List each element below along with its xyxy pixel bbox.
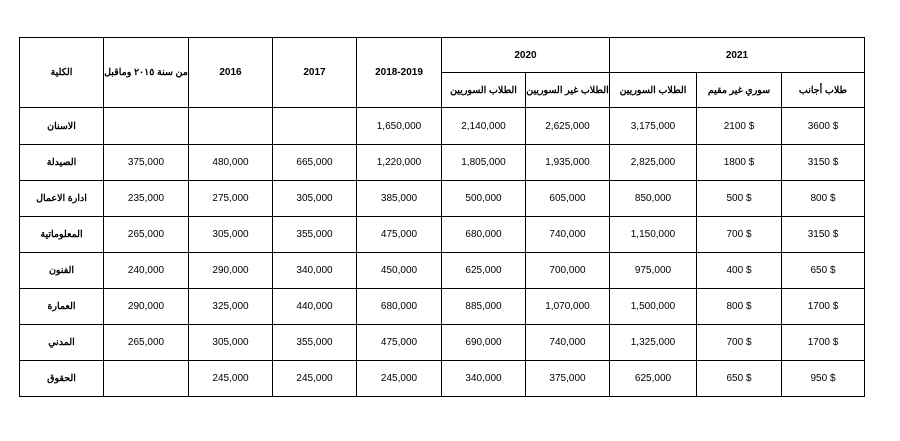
since-2015-cell: 235,000	[104, 181, 189, 217]
2021-nonresident-cell: 2100 $	[697, 108, 782, 145]
2020-nonsyrian-cell: 375,000	[526, 361, 610, 397]
header-college: الكلية	[20, 38, 104, 108]
table-row	[20, 181, 865, 217]
2017-cell: 440,000	[273, 289, 357, 325]
2016-cell: 290,000	[189, 253, 273, 289]
2016-cell	[189, 108, 273, 145]
table-row	[20, 217, 865, 253]
2021-nonresident-cell: 650 $	[697, 361, 782, 397]
2020-syrian-cell: 885,000	[442, 289, 526, 325]
2021-foreign-cell: 650 $	[782, 253, 865, 289]
header-row-top	[20, 38, 865, 73]
2021-foreign-cell: 3150 $	[782, 217, 865, 253]
header-2020-nonsyrian: الطلاب غير السوريين	[526, 73, 610, 108]
2017-cell: 665,000	[273, 145, 357, 181]
2018-2019-cell: 1,650,000	[357, 108, 442, 145]
header-2021: 2021	[610, 38, 865, 73]
header-2018-2019: 2018-2019	[357, 38, 442, 108]
table-row	[20, 108, 865, 145]
2021-nonresident-cell: 400 $	[697, 253, 782, 289]
2021-foreign-cell: 3600 $	[782, 108, 865, 145]
2020-nonsyrian-cell: 740,000	[526, 217, 610, 253]
college-cell: ادارة الاعمال	[20, 181, 104, 217]
since-2015-cell: 265,000	[104, 325, 189, 361]
2016-cell: 480,000	[189, 145, 273, 181]
2020-nonsyrian-cell: 740,000	[526, 325, 610, 361]
2021-foreign-cell: 3150 $	[782, 145, 865, 181]
2017-cell: 305,000	[273, 181, 357, 217]
table-row	[20, 253, 865, 289]
2017-cell: 245,000	[273, 361, 357, 397]
2020-nonsyrian-cell: 2,625,000	[526, 108, 610, 145]
table-body	[20, 38, 865, 397]
2018-2019-cell: 450,000	[357, 253, 442, 289]
2021-syrian-cell: 975,000	[610, 253, 697, 289]
2020-syrian-cell: 2,140,000	[442, 108, 526, 145]
2020-syrian-cell: 1,805,000	[442, 145, 526, 181]
header-2020: 2020	[442, 38, 610, 73]
2018-2019-cell: 245,000	[357, 361, 442, 397]
since-2015-cell: 265,000	[104, 217, 189, 253]
2018-2019-cell: 680,000	[357, 289, 442, 325]
table-row	[20, 325, 865, 361]
2021-nonresident-cell: 700 $	[697, 217, 782, 253]
2016-cell: 325,000	[189, 289, 273, 325]
college-cell: العمارة	[20, 289, 104, 325]
since-2015-cell: 240,000	[104, 253, 189, 289]
2021-syrian-cell: 625,000	[610, 361, 697, 397]
tuition-fees-table	[19, 37, 865, 397]
2020-nonsyrian-cell: 1,935,000	[526, 145, 610, 181]
2021-syrian-cell: 850,000	[610, 181, 697, 217]
2021-foreign-cell: 1700 $	[782, 325, 865, 361]
header-2021-foreign: طلاب أجانب	[782, 73, 865, 108]
2018-2019-cell: 385,000	[357, 181, 442, 217]
header-2016: 2016	[189, 38, 273, 108]
header-since-2015: من سنة ٢٠١٥ وماقبل	[104, 38, 189, 108]
header-2020-syrian: الطلاب السوريين	[442, 73, 526, 108]
table-row	[20, 289, 865, 325]
2021-syrian-cell: 1,500,000	[610, 289, 697, 325]
2020-nonsyrian-cell: 1,070,000	[526, 289, 610, 325]
2021-syrian-cell: 2,825,000	[610, 145, 697, 181]
2021-nonresident-cell: 1800 $	[697, 145, 782, 181]
2016-cell: 245,000	[189, 361, 273, 397]
college-cell: المعلوماتية	[20, 217, 104, 253]
2020-syrian-cell: 680,000	[442, 217, 526, 253]
college-cell: الاسنان	[20, 108, 104, 145]
2021-nonresident-cell: 700 $	[697, 325, 782, 361]
since-2015-cell	[104, 108, 189, 145]
2017-cell	[273, 108, 357, 145]
since-2015-cell	[104, 361, 189, 397]
2021-foreign-cell: 800 $	[782, 181, 865, 217]
2018-2019-cell: 475,000	[357, 325, 442, 361]
since-2015-cell: 290,000	[104, 289, 189, 325]
table-row	[20, 145, 865, 181]
2020-syrian-cell: 625,000	[442, 253, 526, 289]
2021-syrian-cell: 1,150,000	[610, 217, 697, 253]
header-2021-nonresident: سوري غير مقيم	[697, 73, 782, 108]
header-2017: 2017	[273, 38, 357, 108]
2021-syrian-cell: 3,175,000	[610, 108, 697, 145]
2017-cell: 355,000	[273, 217, 357, 253]
2020-nonsyrian-cell: 605,000	[526, 181, 610, 217]
2021-nonresident-cell: 800 $	[697, 289, 782, 325]
2021-syrian-cell: 1,325,000	[610, 325, 697, 361]
college-cell: المدني	[20, 325, 104, 361]
2020-syrian-cell: 690,000	[442, 325, 526, 361]
2016-cell: 275,000	[189, 181, 273, 217]
2020-syrian-cell: 500,000	[442, 181, 526, 217]
since-2015-cell: 375,000	[104, 145, 189, 181]
2021-foreign-cell: 1700 $	[782, 289, 865, 325]
table-row	[20, 361, 865, 397]
2017-cell: 355,000	[273, 325, 357, 361]
2020-syrian-cell: 340,000	[442, 361, 526, 397]
2017-cell: 340,000	[273, 253, 357, 289]
college-cell: الحقوق	[20, 361, 104, 397]
2018-2019-cell: 1,220,000	[357, 145, 442, 181]
2020-nonsyrian-cell: 700,000	[526, 253, 610, 289]
2021-nonresident-cell: 500 $	[697, 181, 782, 217]
college-cell: الفنون	[20, 253, 104, 289]
college-cell: الصيدلة	[20, 145, 104, 181]
2021-foreign-cell: 950 $	[782, 361, 865, 397]
2016-cell: 305,000	[189, 325, 273, 361]
2016-cell: 305,000	[189, 217, 273, 253]
2018-2019-cell: 475,000	[357, 217, 442, 253]
header-2021-syrian: الطلاب السوريين	[610, 73, 697, 108]
